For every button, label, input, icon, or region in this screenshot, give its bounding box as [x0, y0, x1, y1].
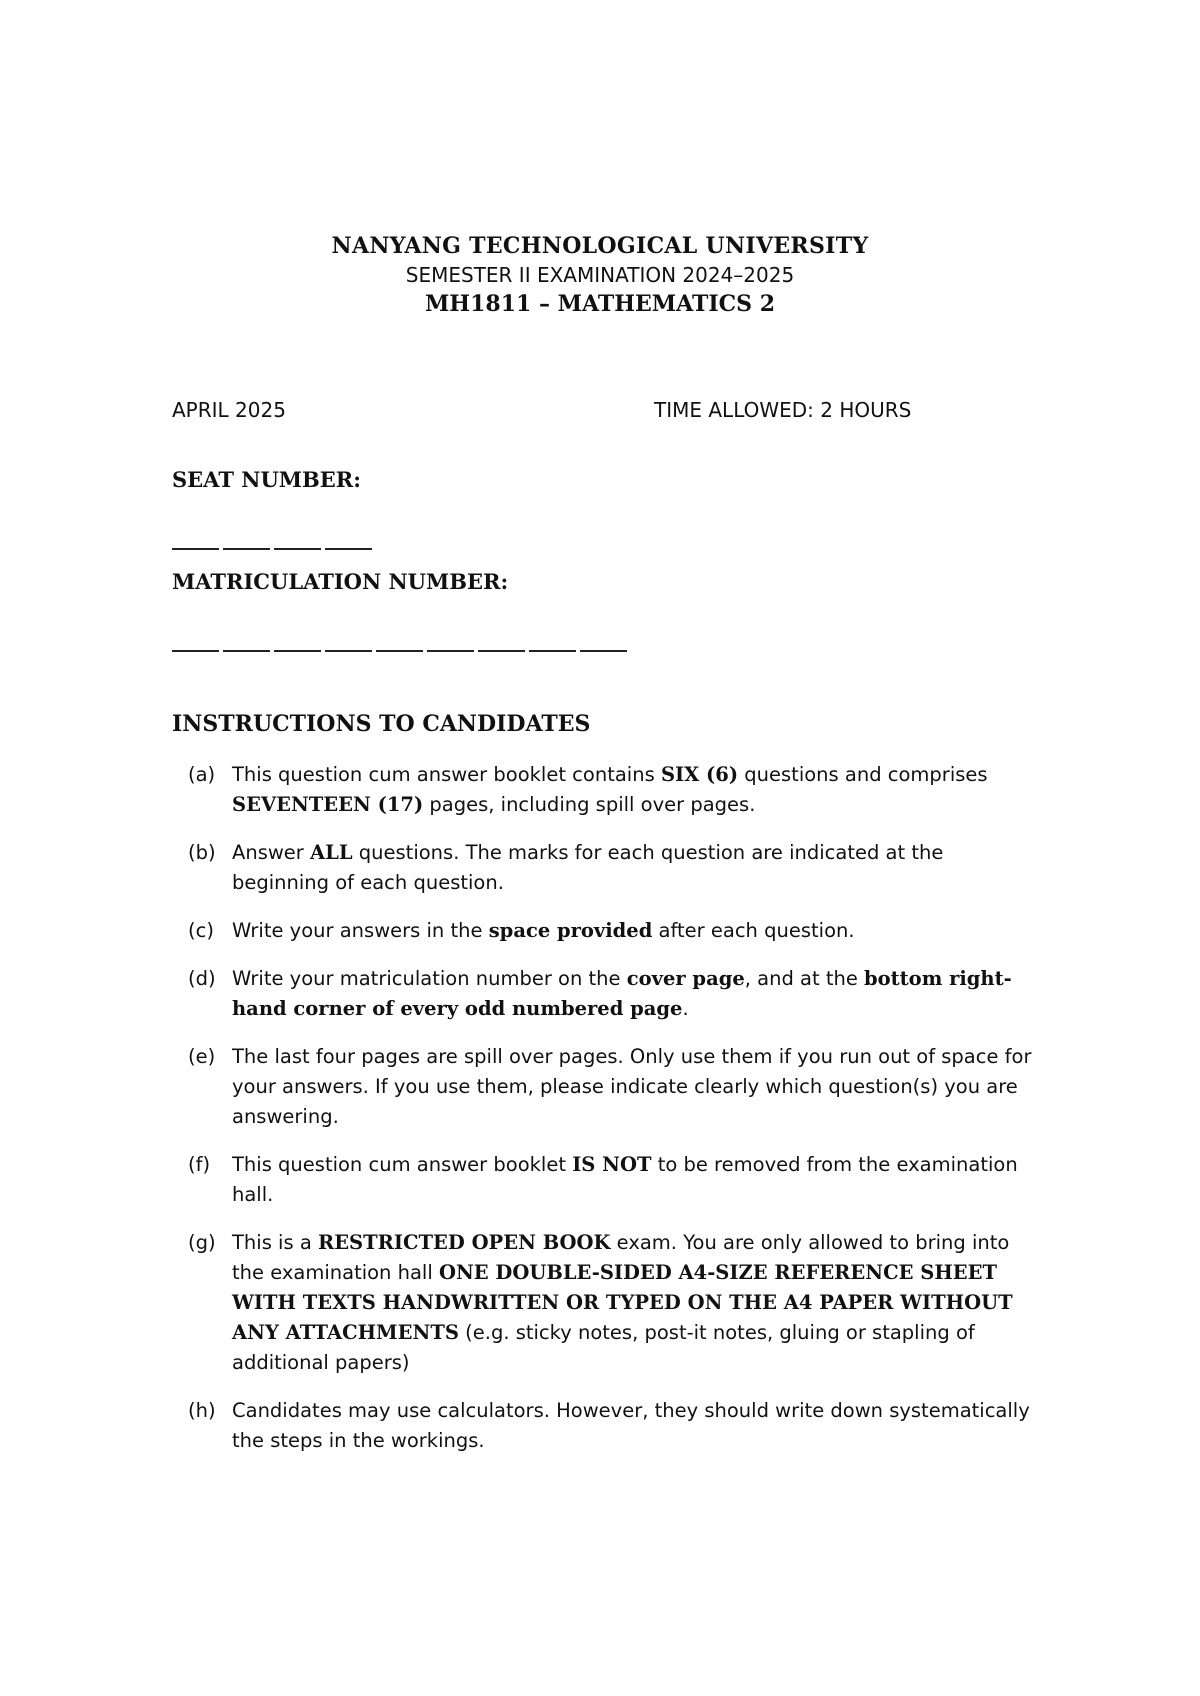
instruction-emphasis: IS NOT: [572, 1153, 652, 1176]
instruction-item: [172, 916, 1032, 946]
blank-segment: [376, 650, 423, 652]
instruction-text: The last four pages are spill over pages. Only use them if you run out of space for your answers. If you use them, please indicate clearly which question(s) you are answering.: [232, 1045, 1032, 1128]
instruction-marker: (a): [188, 763, 216, 786]
instruction-emphasis: bottom right-hand corner of every odd numbered page: [232, 967, 1012, 1020]
exam-month: APRIL 2025: [172, 398, 286, 422]
instruction-text: Write your matriculation number on the: [232, 967, 627, 990]
matriculation-number-label: MATRICULATION NUMBER:: [172, 569, 509, 594]
blank-segment: [274, 650, 321, 652]
instructions-title: INSTRUCTIONS TO CANDIDATES: [172, 711, 591, 737]
instruction-item: [172, 760, 1032, 820]
instruction-item: [172, 1228, 1032, 1378]
blank-segment: [325, 548, 372, 550]
blank-segment: [478, 650, 525, 652]
blank-segment: [223, 650, 270, 652]
blank-segment: [172, 548, 219, 550]
instruction-text: Write your answers in the: [232, 919, 489, 942]
instruction-marker: (h): [188, 1399, 216, 1422]
exam-header: [0, 232, 1200, 319]
blank-segment: [427, 650, 474, 652]
instruction-marker: (g): [188, 1231, 216, 1254]
instruction-marker: (e): [188, 1045, 216, 1068]
instruction-emphasis: SEVENTEEN (17): [232, 793, 424, 816]
course-title: MH1811 – MATHEMATICS 2: [424, 291, 776, 317]
instruction-emphasis: RESTRICTED OPEN BOOK: [317, 1231, 611, 1254]
blank-segment: [172, 650, 219, 652]
instruction-text: Answer: [232, 841, 311, 864]
instruction-marker: (d): [188, 967, 216, 990]
instruction-text: exam. You are only allowed to bring into the examination hall: [232, 1231, 1010, 1284]
seat-number-label: SEAT NUMBER:: [172, 467, 361, 492]
instruction-text: to be removed from the examination hall.: [232, 1153, 1018, 1206]
instruction-text: after each question.: [652, 919, 855, 942]
matriculation-number-blanks[interactable]: [172, 650, 627, 652]
instructions-list: [172, 760, 1032, 1474]
instruction-text: Candidates may use calculators. However, they should write down systematically the steps in the workings.: [232, 1399, 1030, 1452]
instruction-item: [172, 1042, 1032, 1132]
instruction-item: [172, 1396, 1032, 1456]
instruction-text: .: [682, 997, 689, 1020]
instruction-text: (e.g. sticky notes, post-it notes, gluing or stapling of additional papers): [232, 1321, 975, 1374]
instruction-emphasis: cover page: [626, 967, 745, 990]
instruction-emphasis: ALL: [310, 841, 353, 864]
instruction-text: This question cum answer booklet: [232, 1153, 573, 1176]
instruction-marker: (c): [188, 919, 214, 942]
blank-segment: [274, 548, 321, 550]
instruction-item: [172, 838, 1032, 898]
semester-line: SEMESTER II EXAMINATION 2024–2025: [405, 263, 795, 287]
instruction-text: pages, including spill over pages.: [423, 793, 756, 816]
instruction-emphasis: SIX (6): [660, 763, 739, 786]
instruction-marker: (f): [188, 1153, 211, 1176]
blank-segment: [223, 548, 270, 550]
instruction-text: questions and comprises: [738, 763, 988, 786]
university-name: NANYANG TECHNOLOGICAL UNIVERSITY: [331, 233, 869, 259]
instruction-marker: (b): [188, 841, 216, 864]
blank-segment: [580, 650, 627, 652]
instruction-text: , and at the: [744, 967, 865, 990]
instruction-item: [172, 964, 1032, 1024]
instruction-text: This is a: [232, 1231, 318, 1254]
instruction-text: questions. The marks for each question are indicated at the beginning of each question.: [232, 841, 944, 894]
blank-segment: [529, 650, 576, 652]
instruction-item: [172, 1150, 1032, 1210]
instruction-emphasis: ONE DOUBLE-SIDED A4-SIZE REFERENCE SHEET WITH TEXTS HANDWRITTEN OR TYPED ON THE A4 PAPER WITHOUT ANY ATTACHMENTS: [232, 1261, 1013, 1344]
time-allowed: TIME ALLOWED: 2 HOURS: [654, 398, 912, 422]
instruction-text: This question cum answer booklet contains: [232, 763, 661, 786]
seat-number-blanks[interactable]: [172, 548, 372, 550]
instruction-emphasis: space provided: [488, 919, 653, 942]
blank-segment: [325, 650, 372, 652]
